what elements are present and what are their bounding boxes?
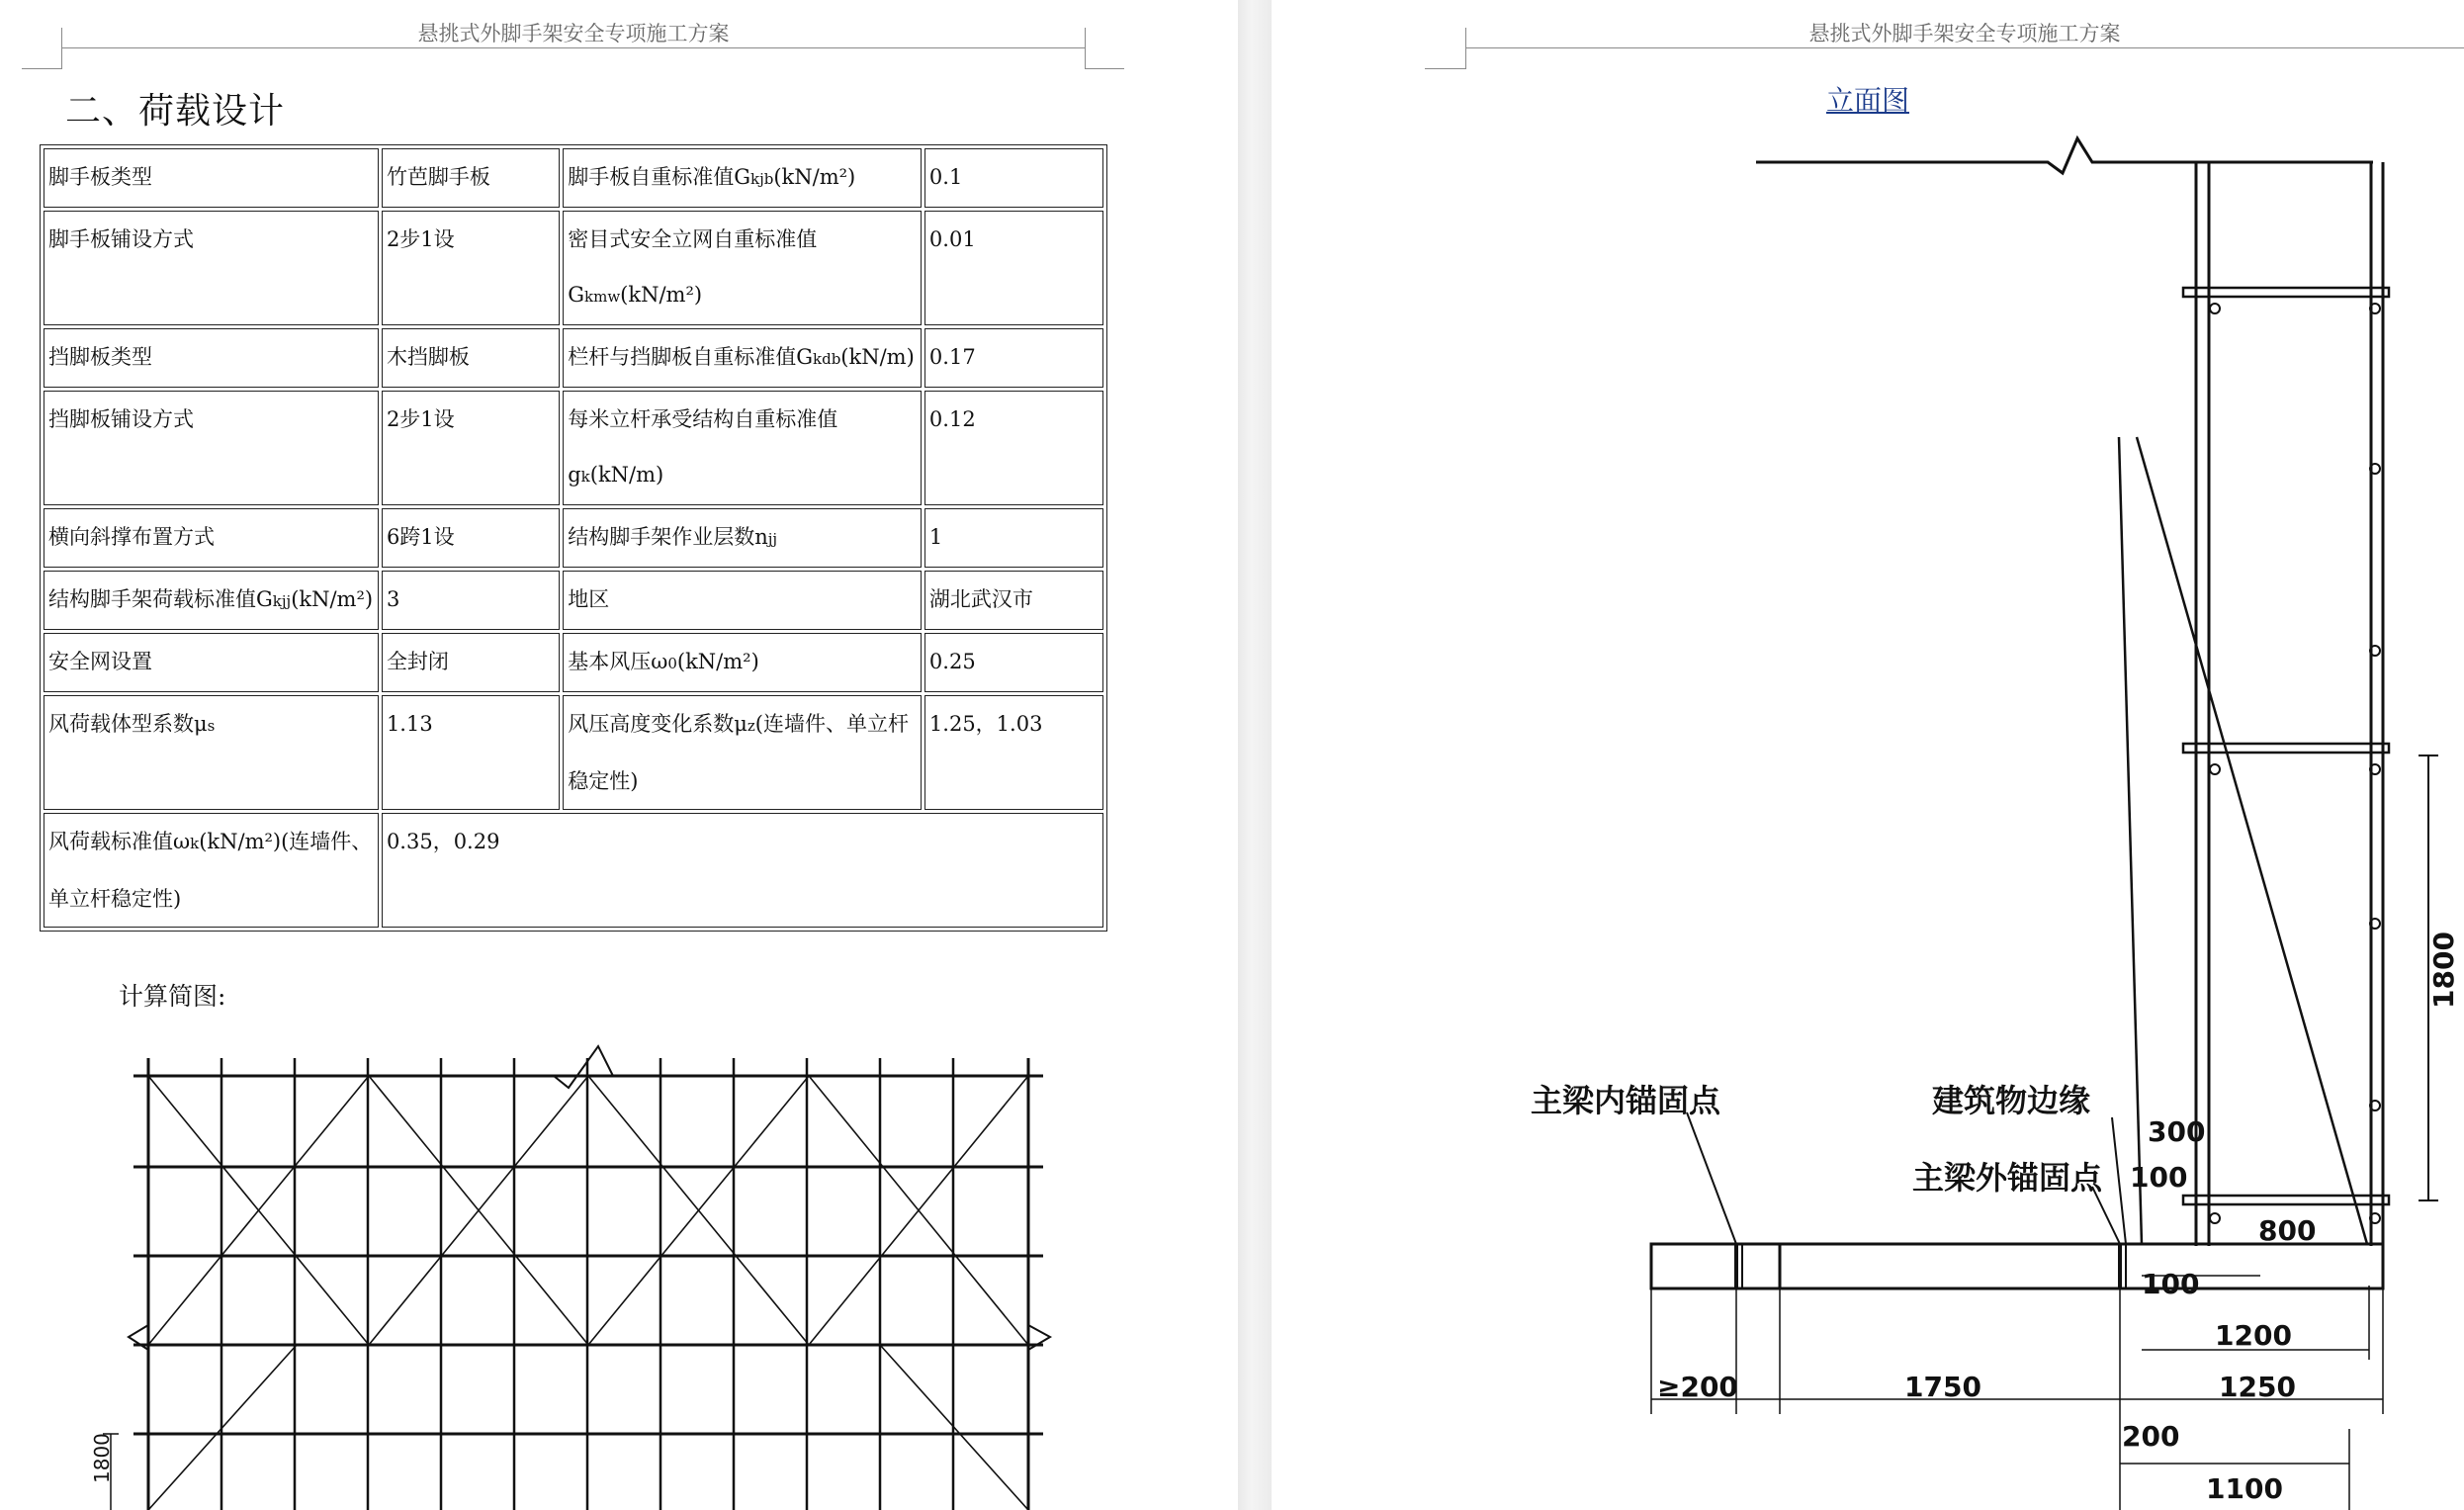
table-row: [44, 695, 1103, 810]
table-cell: 1.13: [382, 695, 560, 810]
table-cell: 1.25，1.03: [924, 695, 1103, 810]
table-cell: 结构脚手架荷载标准值Gkjj(kN/m²): [44, 571, 379, 630]
table-cell: 脚手板铺设方式: [44, 211, 379, 325]
table-cell: 6跨1设: [382, 508, 560, 568]
table-cell: 每米立杆承受结构自重标准值gk(kN/m): [563, 391, 922, 505]
page-gutter: [1238, 0, 1272, 1510]
table-row: [44, 571, 1103, 630]
table-cell: 1: [924, 508, 1103, 568]
table-cell: 基本风压ω0(kN/m²): [563, 633, 922, 692]
table-row: [44, 508, 1103, 568]
crop-mark: [22, 68, 62, 69]
table-row: [44, 813, 1103, 928]
table-cell: 竹芭脚手板: [382, 148, 560, 208]
table-cell: 全封闭: [382, 633, 560, 692]
dim-ge-200: ≥200: [1657, 1371, 1738, 1403]
table-cell: 挡脚板铺设方式: [44, 391, 379, 505]
dim-300: 300: [2148, 1115, 2206, 1148]
table-cell: 3: [382, 571, 560, 630]
table-cell: 2步1设: [382, 211, 560, 325]
table-cell: 密目式安全立网自重标准值Gkmw(kN/m²): [563, 211, 922, 325]
table-row: [44, 148, 1103, 208]
table-cell: 风荷载标准值ωk(kN/m²)(连墙件、单立杆稳定性): [44, 813, 379, 928]
table-cell: 横向斜撑布置方式: [44, 508, 379, 568]
table-cell: 2步1设: [382, 391, 560, 505]
table-row: [44, 211, 1103, 325]
table-cell: 脚手板自重标准值Gkjb(kN/m²): [563, 148, 922, 208]
dim-1800-label: 1800: [90, 1433, 114, 1483]
table-cell: 0.1: [924, 148, 1103, 208]
table-cell: 地区: [563, 571, 922, 630]
table-row: [44, 633, 1103, 692]
table-cell: 0.12: [924, 391, 1103, 505]
table-row: [44, 328, 1103, 388]
dim-1100: 1100: [2206, 1472, 2283, 1505]
load-design-table: [40, 144, 1107, 932]
dim-100-b: 100: [2142, 1268, 2200, 1300]
dim-100-a: 100: [2130, 1161, 2188, 1194]
table-cell: 0.17: [924, 328, 1103, 388]
dim-1800: 1800: [2427, 932, 2460, 1009]
calc-diagram: [0, 1028, 1238, 1510]
table-cell: 0.25: [924, 633, 1103, 692]
elevation-title[interactable]: 立面图: [1825, 85, 1909, 116]
table-cell: 木挡脚板: [382, 328, 560, 388]
label-building-edge: 建筑物边缘: [1932, 1082, 2091, 1119]
table-cell: 栏杆与挡脚板自重标准值Gkdb(kN/m): [563, 328, 922, 388]
dim-200: 200: [2122, 1420, 2180, 1453]
table-cell: 安全网设置: [44, 633, 379, 692]
table-row: [44, 391, 1103, 505]
table-cell: 脚手板类型: [44, 148, 379, 208]
table-cell: 0.35，0.29: [382, 813, 1103, 928]
table-cell: 结构脚手架作业层数njj: [563, 508, 922, 568]
dim-1250: 1250: [2219, 1371, 2296, 1403]
table-cell: 0.01: [924, 211, 1103, 325]
calc-diagram-label: 计算简图:: [119, 982, 226, 1011]
dim-1200: 1200: [2215, 1319, 2292, 1352]
table-cell: 风荷载体型系数μs: [44, 695, 379, 810]
dim-1750: 1750: [1904, 1371, 1981, 1403]
header-rule: [61, 47, 1086, 48]
label-inner-anchor: 主梁内锚固点: [1531, 1082, 1721, 1119]
document-page-right: [1272, 0, 2464, 1510]
table-cell: 挡脚板类型: [44, 328, 379, 388]
page-header: 悬挑式外脚手架安全专项施工方案: [1808, 22, 2121, 45]
section-title: 二、荷载设计: [65, 91, 286, 132]
table-cell: 湖北武汉市: [924, 571, 1103, 630]
table-cell: 风压高度变化系数μz(连墙件、单立杆稳定性): [563, 695, 922, 810]
elevation-drawing: [1272, 0, 2464, 1510]
crop-mark: [1085, 68, 1124, 69]
page-header: 悬挑式外脚手架安全专项施工方案: [417, 22, 730, 45]
label-outer-anchor: 主梁外锚固点: [1912, 1159, 2103, 1197]
dim-800: 800: [2258, 1214, 2317, 1247]
